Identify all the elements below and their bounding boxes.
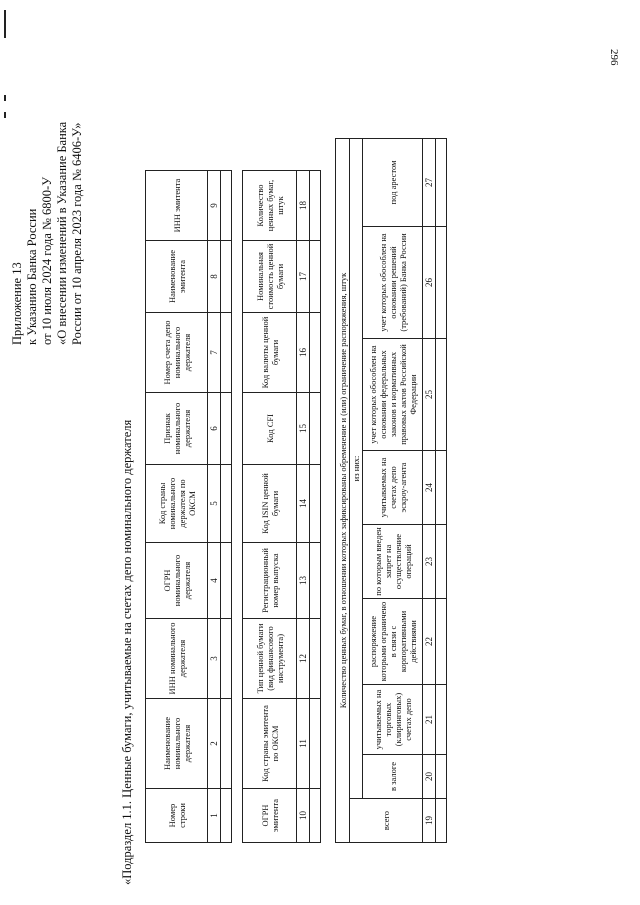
header-cell: ОГРН номинального держателя [146, 543, 208, 619]
empty-cell [436, 799, 447, 843]
empty-cell [221, 543, 232, 619]
column-number: 17 [297, 241, 310, 313]
column-number: 1 [208, 789, 221, 843]
encumbrance-table [335, 138, 447, 843]
empty-cell [310, 171, 321, 241]
empty-cell [221, 171, 232, 241]
issuer-security-table [242, 170, 321, 843]
header-cell: Код страны номинального держателя по ОКСМ [146, 465, 208, 543]
header-cell: в залоге [363, 755, 423, 799]
header-cell: Тип ценной бумаги (вид финансового инструмента) [243, 619, 297, 699]
header-cell: ИНН эмитента [146, 171, 208, 241]
header-cell: Номинальная стоимость ценной бумаги [243, 241, 297, 313]
empty-cell [310, 789, 321, 843]
column-number: 7 [208, 313, 221, 393]
subgroup-header: из них: [350, 138, 363, 798]
column-number: 2 [208, 699, 221, 789]
empty-cell [310, 699, 321, 789]
column-number: 16 [297, 313, 310, 393]
subsection-title: «Подраздел 1.1. Ценные бумаги, учитываемые на счетах депо номинального держателя [120, 419, 134, 885]
header-cell-total: всего [350, 799, 423, 843]
column-number: 22 [423, 599, 436, 685]
column-number: 10 [297, 789, 310, 843]
header-cell: Количество ценных бумаг, штук [243, 171, 297, 241]
header-cell: учет которых обособлен на основании федеральных законов и нормативных правовых актов Российской Федерации [363, 339, 423, 451]
header-cell: Наименование номинального держателя [146, 699, 208, 789]
header-line: «О внесении изменений в Указание Банка [55, 121, 69, 345]
empty-cell [310, 465, 321, 543]
empty-cell [310, 543, 321, 619]
group-header: Количество ценных бумаг, в отношении которых зафиксированы обременение и (или) ограничение распоряжения, штук [336, 138, 350, 842]
header-cell: Регистрационный номер выпуска [243, 543, 297, 619]
column-number: 21 [423, 685, 436, 755]
empty-cell [221, 241, 232, 313]
column-number: 18 [297, 171, 310, 241]
rotated-document [0, 85, 450, 905]
empty-cell [221, 699, 232, 789]
column-number: 14 [297, 465, 310, 543]
header-cell: Наименование эмитента [146, 241, 208, 313]
column-number: 26 [423, 227, 436, 339]
nominee-table [145, 170, 232, 843]
empty-cell [436, 525, 447, 599]
header-line: от 10 июля 2024 года № 6800-У [40, 176, 54, 345]
empty-cell [436, 339, 447, 451]
empty-cell [310, 619, 321, 699]
header-cell: Код ISIN ценной бумаги [243, 465, 297, 543]
empty-cell [436, 138, 447, 226]
header-cell: Код CFI [243, 393, 297, 465]
header-line: к Указанию Банка России [25, 208, 39, 345]
column-number: 25 [423, 339, 436, 451]
column-number: 8 [208, 241, 221, 313]
empty-cell [436, 755, 447, 799]
column-number: 11 [297, 699, 310, 789]
header-cell: под арестом [363, 138, 423, 226]
column-number: 4 [208, 543, 221, 619]
header-cell: по которым введен запрет на осуществление операций [363, 525, 423, 599]
column-number: 23 [423, 525, 436, 599]
column-number: 15 [297, 393, 310, 465]
empty-cell [310, 393, 321, 465]
header-cell: Признак номинального держателя [146, 393, 208, 465]
column-number: 12 [297, 619, 310, 699]
empty-cell [221, 619, 232, 699]
column-number: 27 [423, 138, 436, 226]
column-number: 6 [208, 393, 221, 465]
header-cell: ИНН номинального держателя [146, 619, 208, 699]
column-number: 5 [208, 465, 221, 543]
empty-cell [436, 599, 447, 685]
header-cell: Код страны эмитента по ОКСМ [243, 699, 297, 789]
header-line: России от 10 апреля 2023 года № 6406-У» [70, 122, 84, 345]
margin-mark-top [4, 10, 6, 38]
column-number: 20 [423, 755, 436, 799]
empty-cell [221, 465, 232, 543]
empty-cell [310, 313, 321, 393]
column-number: 13 [297, 543, 310, 619]
page-number: 296 [608, 49, 620, 66]
column-number: 19 [423, 799, 436, 843]
empty-cell [221, 313, 232, 393]
empty-cell [436, 685, 447, 755]
header-cell: учет которых обособлен на основании решений (требований) Банка России [363, 227, 423, 339]
header-line: Приложение 13 [10, 262, 24, 345]
empty-cell [436, 451, 447, 525]
header-cell: учитываемых на торговых (клиринговых) счетах депо [363, 685, 423, 755]
header-cell: Код валюты ценной бумаги [243, 313, 297, 393]
empty-cell [221, 393, 232, 465]
header-cell: Номер строки [146, 789, 208, 843]
column-number: 9 [208, 171, 221, 241]
column-number: 24 [423, 451, 436, 525]
column-number: 3 [208, 619, 221, 699]
header-cell: Номер счета депо номинального держателя [146, 313, 208, 393]
appendix-header [10, 115, 85, 345]
empty-cell [221, 789, 232, 843]
header-cell: ОГРН эмитента [243, 789, 297, 843]
header-cell: учитываемых на счетах депо эскроу-агента [363, 451, 423, 525]
empty-cell [436, 227, 447, 339]
empty-cell [310, 241, 321, 313]
header-cell: распоряжение которыми ограничено в связи с корпоративными действиями [363, 599, 423, 685]
